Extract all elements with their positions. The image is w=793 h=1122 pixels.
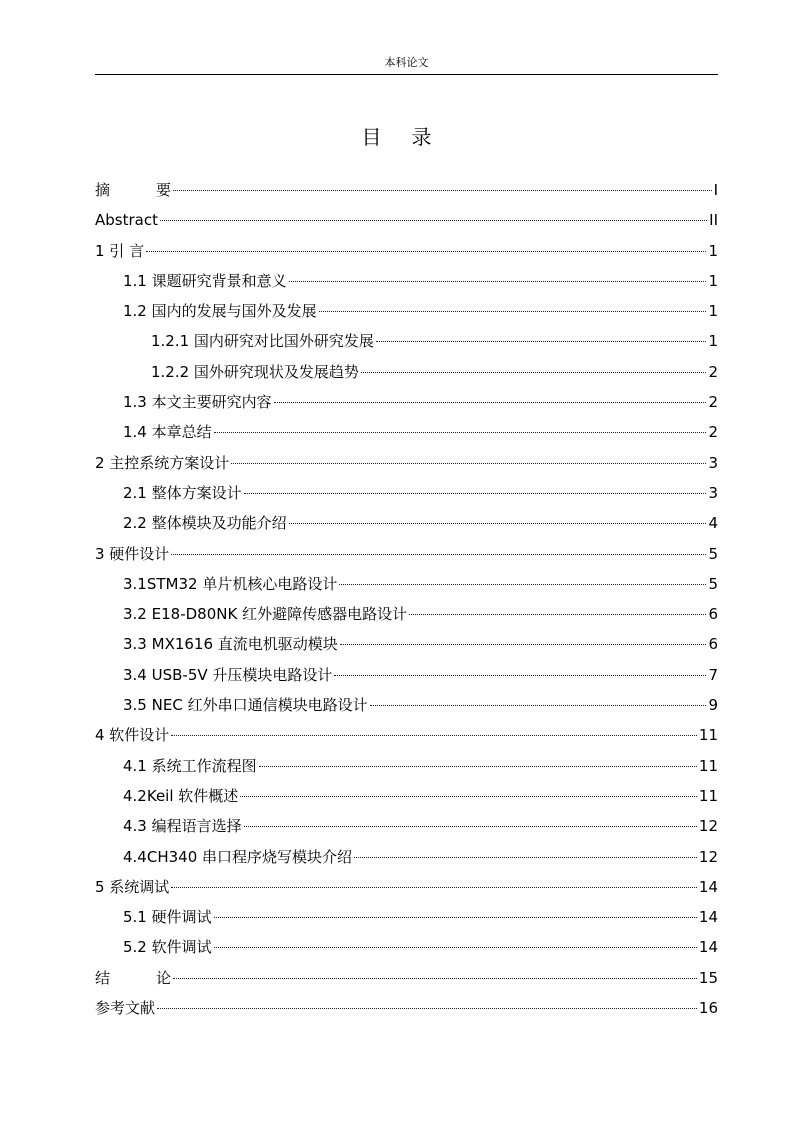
toc-dot-leader (173, 977, 697, 979)
title-char-right: 录 (411, 125, 432, 149)
title-char-left: 目 (361, 125, 382, 149)
toc-dot-leader (171, 734, 697, 736)
toc-entry-label: 1.1 课题研究背景和意义 (123, 271, 287, 290)
toc-entry-page: I (713, 181, 718, 199)
toc-entry-page: 12 (698, 847, 718, 866)
toc-dot-leader (259, 765, 697, 767)
toc-entry-label: 4.3 编程语言选择 (123, 817, 242, 836)
toc-entry[interactable] (95, 720, 718, 750)
toc-dot-leader (173, 189, 712, 191)
toc-dot-leader (214, 916, 697, 918)
toc-entry[interactable] (95, 508, 718, 538)
toc-entry-page: 3 (708, 483, 718, 502)
toc-entry-page: 11 (698, 786, 718, 805)
toc-dot-leader (171, 886, 697, 888)
toc-dot-leader (354, 856, 697, 858)
toc-entry-label: 1 引 言 (95, 241, 145, 260)
toc-entry[interactable] (95, 993, 718, 1023)
toc-entry-label: 1.2.1 国内研究对比国外研究发展 (151, 332, 374, 351)
toc-entry-page: 16 (698, 999, 718, 1018)
toc-entry-label: 3.3 MX1616 直流电机驱动模块 (123, 635, 338, 654)
toc-entry[interactable] (95, 448, 718, 478)
toc-entry[interactable] (95, 236, 718, 266)
toc-entry-page: 14 (698, 938, 718, 957)
toc-entry[interactable] (95, 205, 718, 235)
toc-entry-page: 14 (698, 908, 718, 927)
toc-entry[interactable] (95, 690, 718, 720)
toc-entry[interactable] (95, 326, 718, 356)
toc-entry-label: 3.4 USB-5V 升压模块电路设计 (123, 665, 333, 684)
toc-entry-page: 2 (708, 423, 718, 442)
toc-entry-label: 3.2 E18-D80NK 红外避障传感器电路设计 (123, 605, 408, 624)
toc-entry-label: 5.2 软件调试 (123, 938, 212, 957)
toc-entry-page: 1 (708, 332, 718, 351)
toc-entry[interactable] (95, 569, 718, 599)
toc-entry[interactable] (95, 357, 718, 387)
toc-entry[interactable] (95, 751, 718, 781)
toc-dot-leader (361, 371, 707, 373)
toc-entry-page: 5 (708, 574, 718, 593)
toc-dot-leader (157, 1007, 697, 1009)
toc-entry-page: 2 (708, 362, 718, 381)
toc-entry[interactable] (95, 539, 718, 569)
toc-entry-page: 11 (698, 726, 718, 745)
toc-entry-label: 2.2 整体模块及功能介绍 (123, 514, 287, 533)
toc-entry[interactable] (95, 902, 718, 932)
toc-entry[interactable] (95, 478, 718, 508)
toc-dot-leader (244, 825, 697, 827)
toc-dot-leader (289, 280, 707, 282)
toc-entry-label: 结 论 (95, 968, 172, 987)
toc-entry[interactable] (95, 629, 718, 659)
toc-entry-page: 1 (708, 271, 718, 290)
toc-entry-label: Abstract (95, 211, 158, 230)
toc-entry-label: 4.2Keil 软件概述 (123, 786, 239, 805)
table-of-contents (95, 175, 718, 1023)
toc-dot-leader (340, 643, 707, 645)
toc-dot-leader (160, 219, 707, 221)
page-title (0, 124, 793, 150)
toc-dot-leader (231, 462, 706, 464)
toc-entry-page: 15 (698, 968, 718, 987)
toc-entry-label: 1.3 本文主要研究内容 (123, 393, 272, 412)
toc-entry-label: 参考文献 (95, 999, 156, 1018)
toc-entry-label: 4 软件设计 (95, 726, 170, 745)
header-text: 本科论文 (384, 56, 429, 69)
toc-entry-label: 1.4 本章总结 (123, 423, 212, 442)
toc-dot-leader (289, 522, 707, 524)
toc-entry[interactable] (95, 963, 718, 993)
toc-dot-leader (214, 946, 697, 948)
toc-dot-leader (240, 795, 697, 797)
toc-dot-leader (339, 583, 706, 585)
page-header (95, 56, 718, 75)
toc-entry[interactable] (95, 417, 718, 447)
toc-entry-label: 3.1STM32 单片机核心电路设计 (123, 574, 338, 593)
toc-entry-label: 3 硬件设计 (95, 544, 170, 563)
toc-dot-leader (376, 340, 707, 342)
toc-entry-page: 6 (708, 635, 718, 654)
toc-dot-leader (334, 674, 706, 676)
toc-entry-label: 4.4CH340 串口程序烧写模块介绍 (123, 847, 353, 866)
toc-entry[interactable] (95, 266, 718, 296)
toc-entry[interactable] (95, 175, 718, 205)
toc-entry-page: 1 (708, 302, 718, 321)
toc-dot-leader (214, 431, 707, 433)
toc-entry-page: 1 (708, 241, 718, 260)
toc-entry[interactable] (95, 781, 718, 811)
toc-entry-page: 14 (698, 877, 718, 896)
toc-entry-page: 6 (708, 605, 718, 624)
toc-entry-page: 5 (708, 544, 718, 563)
toc-dot-leader (409, 613, 706, 615)
toc-entry[interactable] (95, 872, 718, 902)
toc-entry[interactable] (95, 842, 718, 872)
toc-dot-leader (171, 553, 706, 555)
toc-entry[interactable] (95, 932, 718, 962)
toc-entry-page: 3 (708, 453, 718, 472)
toc-entry[interactable] (95, 599, 718, 629)
toc-entry-label: 5 系统调试 (95, 877, 170, 896)
toc-entry-page: 12 (698, 817, 718, 836)
toc-entry-label: 摘 要 (95, 181, 172, 199)
toc-dot-leader (319, 310, 707, 312)
toc-entry-label: 4.1 系统工作流程图 (123, 756, 257, 775)
toc-entry-page: 9 (708, 696, 718, 715)
toc-entry-page: 4 (708, 514, 718, 533)
toc-entry[interactable] (95, 387, 718, 417)
toc-dot-leader (370, 704, 707, 706)
toc-entry-label: 1.2 国内的发展与国外及发展 (123, 302, 317, 321)
toc-dot-leader (274, 401, 707, 403)
toc-dot-leader (146, 250, 706, 252)
toc-entry-label: 2.1 整体方案设计 (123, 483, 242, 502)
toc-entry[interactable] (95, 296, 718, 326)
toc-entry-label: 3.5 NEC 红外串口通信模块电路设计 (123, 696, 368, 715)
toc-entry-label: 5.1 硬件调试 (123, 908, 212, 927)
toc-entry-label: 2 主控系统方案设计 (95, 453, 230, 472)
toc-entry-label: 1.2.2 国外研究现状及发展趋势 (151, 362, 359, 381)
toc-dot-leader (244, 492, 707, 494)
toc-entry[interactable] (95, 660, 718, 690)
toc-entry-page: 2 (708, 393, 718, 412)
toc-entry-page: II (709, 211, 718, 230)
toc-entry-page: 7 (708, 665, 718, 684)
toc-entry-page: 11 (698, 756, 718, 775)
toc-entry[interactable] (95, 811, 718, 841)
